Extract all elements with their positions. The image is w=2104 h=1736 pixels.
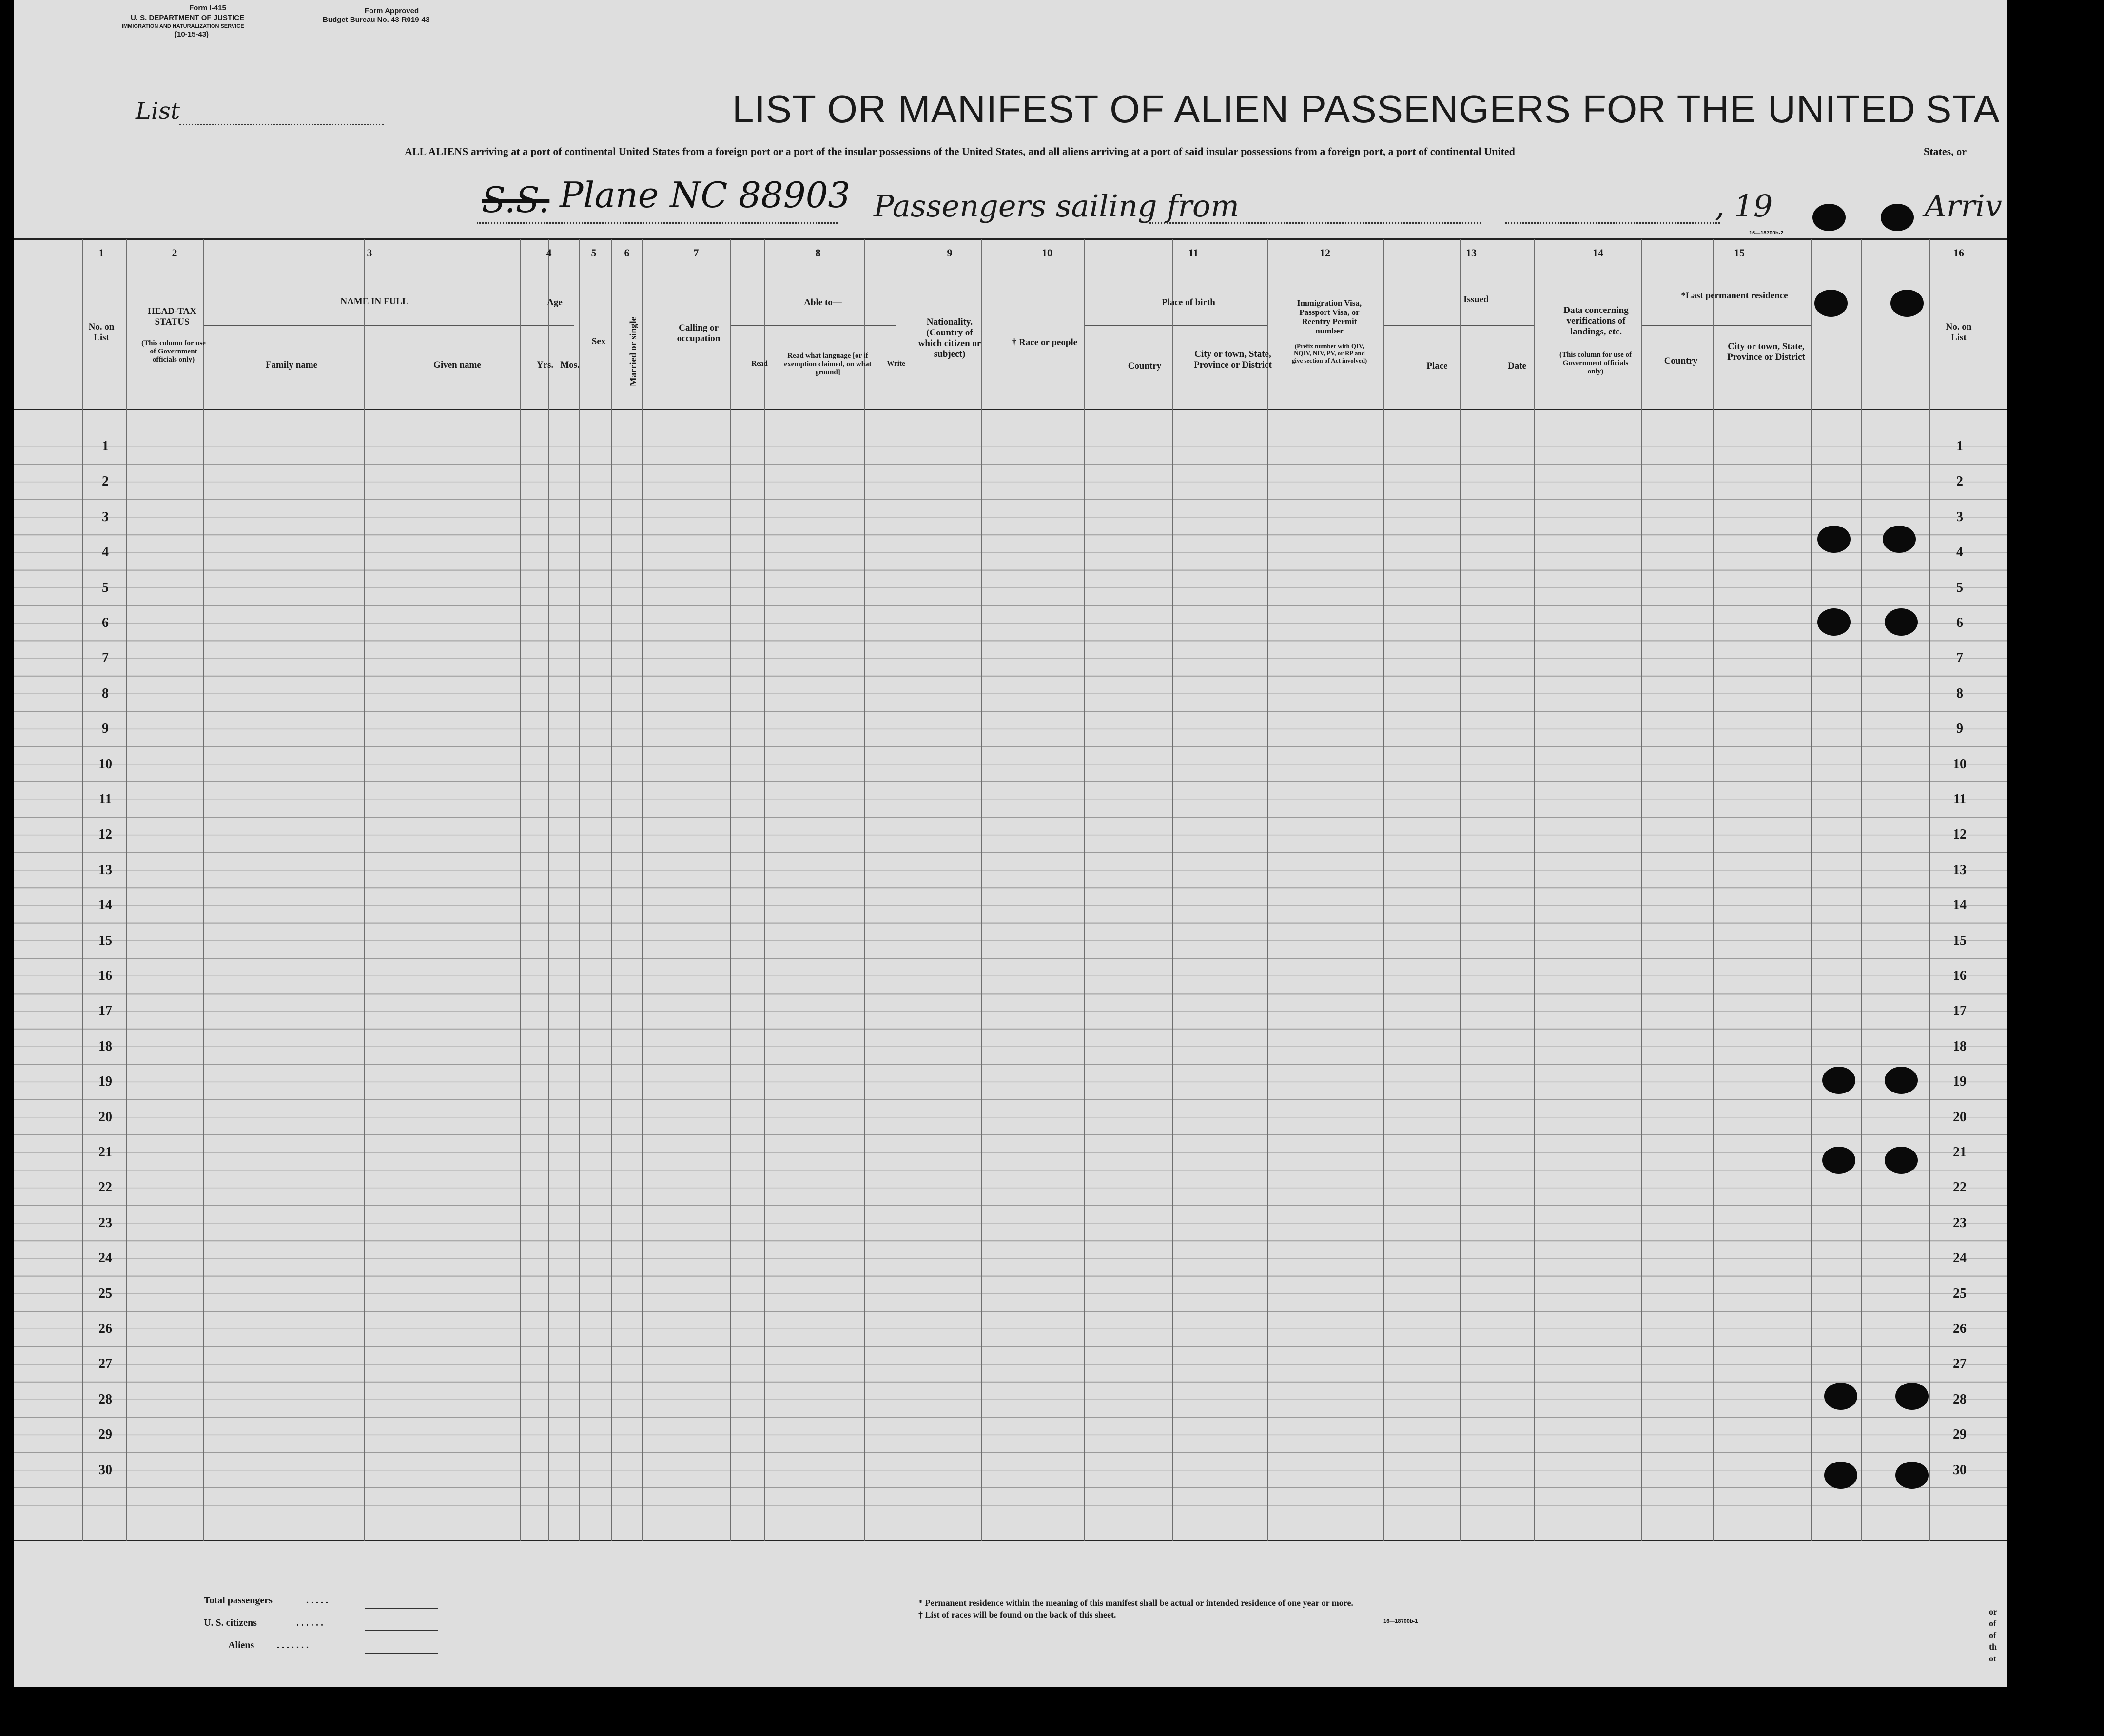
row-number-right: 5 (1956, 580, 1963, 595)
print-code-top: 16—18700b-2 (1749, 230, 1784, 236)
hdr-issued-date: Date (1508, 361, 1526, 371)
punch-hole (1881, 204, 1914, 231)
row-number-right: 2 (1956, 474, 1963, 489)
row-number-right: 23 (1953, 1215, 1967, 1230)
hdr-verifications: Data concerning verifications of landings, etc. (1563, 305, 1629, 337)
row-number-left: 3 (102, 509, 109, 525)
manifest-subtitle: ALL ALIENS arriving at a port of continental United States from a foreign port or a port of the insular possessions of the United States, and all aliens arriving at a port of said insular possessions from a foreign port, a port of continental United (405, 145, 1515, 157)
punch-hole (1822, 1147, 1855, 1174)
punch-hole (1885, 1067, 1918, 1094)
hdr-write: Write (887, 360, 905, 368)
punch-hole (1895, 1383, 1929, 1410)
row-number-right: 6 (1956, 615, 1963, 630)
row-number-left: 17 (98, 1003, 112, 1019)
hdr-issued: Issued (1463, 294, 1489, 305)
punch-hole (1812, 204, 1846, 231)
edge-fragment: of (1989, 1630, 1996, 1640)
punch-hole (1895, 1462, 1929, 1489)
col-num-11: 11 (1188, 247, 1199, 259)
row-number-left: 5 (102, 580, 109, 595)
col-num-12: 12 (1320, 247, 1330, 259)
col-num-10: 10 (1042, 247, 1052, 259)
us-citizens-dots: . . . . . . (296, 1618, 323, 1628)
hdr-visa-note: (Prefix number with QIV, NQIV, NIV, PV, or RP and give section of Act involved) (1291, 342, 1367, 364)
row-number-left: 6 (102, 615, 109, 630)
hdr-given-name: Given name (433, 360, 481, 370)
row-number-right: 14 (1953, 897, 1967, 913)
row-number-left: 24 (98, 1250, 112, 1266)
row-number-left: 29 (98, 1427, 112, 1443)
row-number-left: 21 (98, 1145, 112, 1160)
punch-hole (1814, 290, 1848, 317)
hdr-read: Read (751, 360, 768, 368)
punch-hole (1890, 290, 1924, 317)
department: U. S. DEPARTMENT OF JUSTICE (131, 14, 245, 22)
row-number-right: 1 (1956, 439, 1963, 454)
list-label: List (136, 98, 180, 125)
col-num-16: 16 (1953, 247, 1964, 259)
hdr-no-on-list: No. on List (88, 322, 115, 343)
edge-fragment: th (1989, 1642, 1997, 1652)
row-number-right: 7 (1956, 650, 1963, 666)
budget-bureau: Budget Bureau No. 43-R019-43 (323, 16, 430, 24)
col-num-7: 7 (693, 247, 699, 259)
hdr-family-name: Family name (265, 360, 318, 370)
row-number-left: 26 (98, 1321, 112, 1336)
row-number-right: 11 (1953, 792, 1967, 807)
row-number-left: 16 (98, 968, 112, 983)
row-number-left: 1 (102, 439, 109, 454)
hdr-issued-place: Place (1426, 361, 1448, 371)
col-num-6: 6 (624, 247, 630, 259)
hdr-calling: Calling or occupation (677, 323, 721, 344)
col-num-4: 4 (546, 247, 552, 259)
footnote-residence: * Permanent residence within the meaning of this manifest shall be actual or intended residence of one year or more. (918, 1598, 1353, 1608)
us-citizens-label: U. S. citizens (204, 1618, 257, 1628)
row-number-left: 13 (98, 862, 112, 878)
aliens-line (365, 1653, 438, 1654)
row-number-right: 18 (1953, 1038, 1967, 1054)
edge-fragment: of (1989, 1619, 1996, 1628)
punch-hole (1885, 608, 1918, 636)
row-number-right: 26 (1953, 1321, 1967, 1336)
form-number: Form I-415 (189, 4, 226, 12)
row-number-left: 14 (98, 897, 112, 913)
hdr-residence-country: Country (1664, 356, 1698, 366)
row-number-right: 24 (1953, 1250, 1967, 1266)
row-number-left: 18 (98, 1038, 112, 1054)
hdr-read-language: Read what language [or if exemption claimed, on what ground] (784, 352, 872, 376)
row-number-left: 20 (98, 1109, 112, 1125)
hdr-place-of-birth: Place of birth (1162, 297, 1215, 308)
row-number-right: 27 (1953, 1356, 1967, 1372)
row-number-left: 12 (98, 827, 112, 842)
punch-hole (1824, 1462, 1857, 1489)
punch-hole (1817, 608, 1851, 636)
edge-fragment: or (1989, 1607, 1997, 1617)
row-number-left: 8 (102, 685, 109, 701)
row-number-left: 23 (98, 1215, 112, 1230)
row-number-right: 20 (1953, 1109, 1967, 1125)
punch-hole (1883, 526, 1916, 553)
total-passengers-line (365, 1608, 438, 1609)
hdr-no-on-list-right: No. on List (1946, 322, 1972, 343)
row-number-right: 22 (1953, 1180, 1967, 1195)
manifest-title-continuation: STA (1926, 87, 2000, 131)
row-number-left: 10 (98, 756, 112, 772)
hdr-mos: Mos. (560, 360, 580, 370)
hdr-birth-city: City or town, State, Province or District (1194, 349, 1272, 370)
hdr-verifications-note: (This column for use of Government officials only) (1559, 351, 1632, 375)
total-passengers-dots: . . . . . (306, 1595, 328, 1606)
hdr-residence-city: City or town, State, Province or District (1727, 341, 1805, 362)
hdr-yrs: Yrs. (536, 360, 554, 370)
row-number-left: 27 (98, 1356, 112, 1372)
col-num-1: 1 (98, 247, 104, 259)
col-num-3: 3 (367, 247, 372, 259)
hdr-head-tax: HEAD-TAX STATUS (148, 306, 196, 327)
row-number-left: 11 (98, 792, 112, 807)
aliens-label: Aliens (228, 1640, 254, 1651)
service: IMMIGRATION AND NATURALIZATION SERVICE (122, 23, 244, 29)
punch-hole (1885, 1147, 1918, 1174)
manifest-grid (14, 0, 2007, 1687)
row-number-left: 7 (102, 650, 109, 666)
footnote-races: † List of races will be found on the back of this sheet. (918, 1610, 1116, 1619)
row-number-right: 30 (1953, 1462, 1967, 1478)
row-number-right: 8 (1956, 685, 1963, 701)
year-prefix: , 19 (1715, 188, 1773, 224)
col-num-9: 9 (947, 247, 953, 259)
row-number-left: 4 (102, 545, 109, 560)
manifest-sheet (14, 0, 2007, 1687)
arriving-label: Arriv (1925, 188, 2002, 224)
col-num-15: 15 (1734, 247, 1745, 259)
row-number-left: 19 (98, 1074, 112, 1090)
row-number-right: 16 (1953, 968, 1967, 983)
row-number-right: 9 (1956, 721, 1963, 737)
manifest-title: LIST OR MANIFEST OF ALIEN PASSENGERS FOR THE UNITED (732, 87, 1916, 131)
col-num-13: 13 (1466, 247, 1477, 259)
row-number-left: 22 (98, 1180, 112, 1195)
col-num-14: 14 (1593, 247, 1603, 259)
row-number-right: 12 (1953, 827, 1967, 842)
row-number-left: 9 (102, 721, 109, 737)
row-number-right: 15 (1953, 933, 1967, 948)
vessel-name: Plane NC 88903 (560, 175, 851, 215)
col-num-5: 5 (591, 247, 597, 259)
row-number-right: 19 (1953, 1074, 1967, 1090)
row-number-left: 2 (102, 474, 109, 489)
hdr-race: † Race or people (1012, 337, 1078, 348)
edge-fragment: ot (1989, 1654, 1996, 1663)
form-approved: Form Approved (365, 7, 419, 15)
sailing-from-label: Passengers sailing from (874, 188, 1239, 224)
punch-hole (1822, 1067, 1855, 1094)
hdr-name-in-full: NAME IN FULL (340, 296, 409, 307)
manifest-subtitle-continuation: States, or (1924, 145, 1967, 157)
us-citizens-line (365, 1630, 438, 1631)
punch-hole (1824, 1383, 1857, 1410)
total-passengers-label: Total passengers (204, 1595, 273, 1606)
hdr-visa: Immigration Visa, Passport Visa, or Reentry Permit number (1297, 298, 1362, 335)
row-number-left: 28 (98, 1391, 112, 1407)
hdr-age: Age (547, 297, 563, 308)
row-number-right: 13 (1953, 862, 1967, 878)
hdr-sex: Sex (591, 336, 606, 347)
hdr-last-residence: *Last permanent residence (1681, 291, 1788, 301)
struck-ss-prefix: S.S. (482, 179, 550, 220)
hdr-married: Married or single (628, 316, 639, 387)
print-code-bottom: 16—18700b-1 (1383, 1619, 1418, 1624)
row-number-right: 17 (1953, 1003, 1967, 1019)
col-num-2: 2 (172, 247, 177, 259)
row-number-left: 30 (98, 1462, 112, 1478)
row-number-right: 28 (1953, 1391, 1967, 1407)
row-number-right: 10 (1953, 756, 1967, 772)
punch-hole (1817, 526, 1851, 553)
row-number-left: 15 (98, 933, 112, 948)
row-number-right: 21 (1953, 1145, 1967, 1160)
hdr-head-tax-note: (This column for use of Government officials only) (141, 339, 206, 364)
row-number-right: 4 (1956, 545, 1963, 560)
hdr-nationality: Nationality. (Country of which citizen or subject) (918, 317, 981, 359)
row-number-right: 29 (1953, 1427, 1967, 1443)
col-num-8: 8 (815, 247, 821, 259)
scan-background (2007, 0, 2104, 1736)
row-number-right: 3 (1956, 509, 1963, 525)
form-date-code: (10-15-43) (175, 30, 209, 39)
aliens-dots: . . . . . . . (277, 1640, 309, 1651)
row-number-left: 25 (98, 1286, 112, 1301)
hdr-able-to: Able to— (804, 297, 842, 308)
hdr-birth-country: Country (1128, 361, 1162, 371)
row-number-right: 25 (1953, 1286, 1967, 1301)
